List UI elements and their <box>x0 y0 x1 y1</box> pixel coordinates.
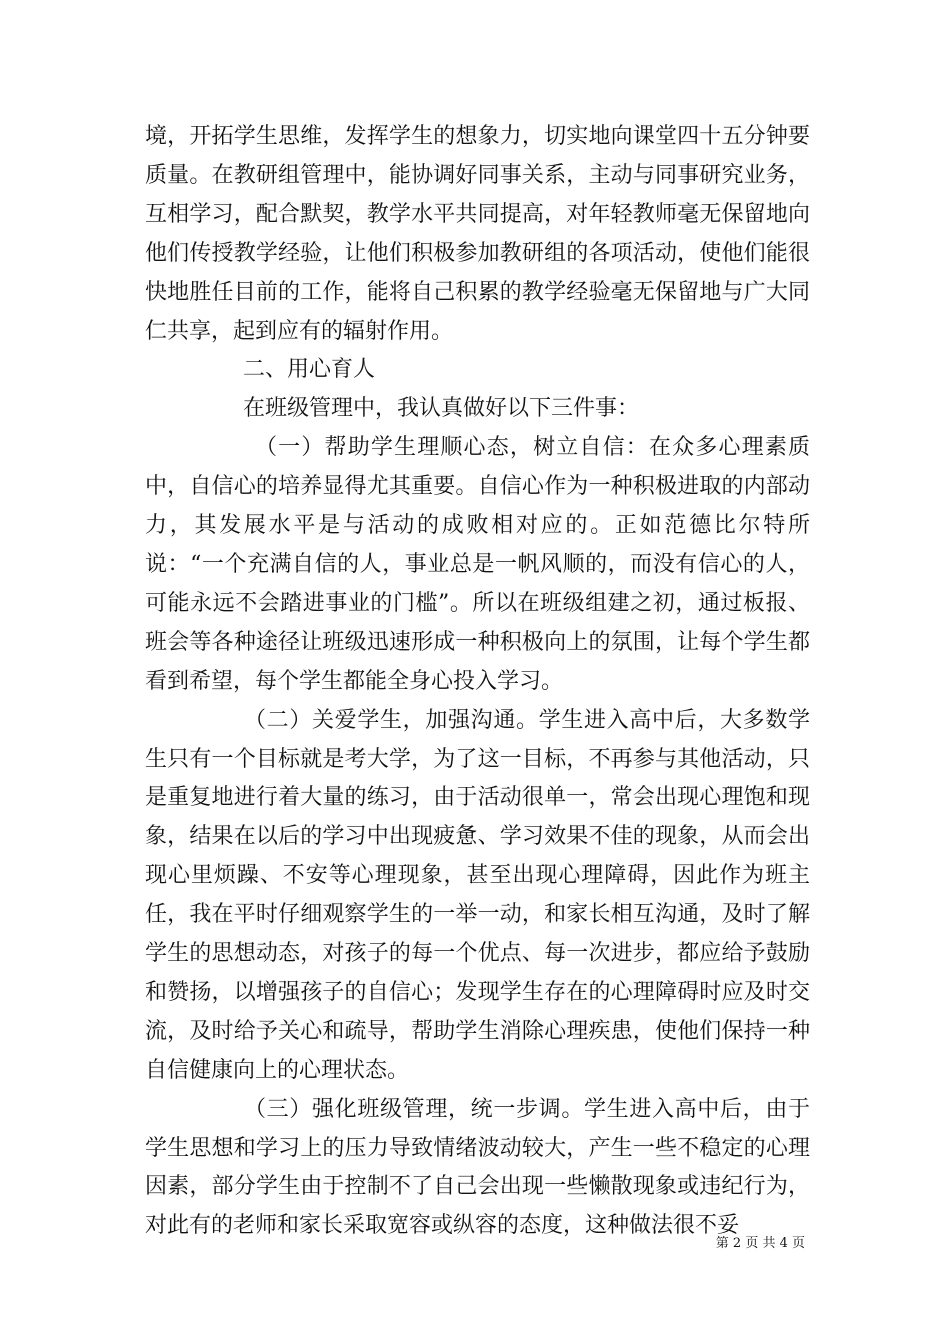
page-number-footer: 第 2 页 共 4 页 <box>715 1236 805 1251</box>
paragraph-intro: 在班级管理中，我认真做好以下三件事： <box>243 396 640 422</box>
paragraph-item-1: （一）帮助学生理顺心态，树立自信：在众多心理素质中，自信心的培养显得尤其重要。自信心作为一种积极进取的内部动力，其发展水平是与活动的成败相对应的。正如范德比尔特所说：“一个充满自信的人，事业总是一帆风顺的，而没有信心的人，可能永远不会踏进事业的门槛”。所以在班级组建之初，通过板报、班会等各种途径让班级迅速形成一种积极向上的氛围，让每个学生都看到希望，每个学生都能全身心投入学习。 <box>145 435 810 694</box>
section-heading: 二、用心育人 <box>243 357 376 383</box>
paragraph-item-2: （二）关爱学生，加强沟通。学生进入高中后，大多数学生只有一个目标就是考大学，为了这一目标，不再参与其他活动，只是重复地进行着大量的练习，由于活动很单一，常会出现心理饱和现象，结果在以后的学习中出现疲惫、学习效果不佳的现象，从而会出现心里烦躁、不安等心理现象，甚至出现心理障碍，因此作为班主任，我在平时仔细观察学生的一举一动，和家长相互沟通，及时了解学生的思想动态，对孩子的每一个优点、每一次进步，都应给予鼓励和赞扬，以增强孩子的自信心；发现学生存在的心理障碍时应及时交流，及时给予关心和疏导，帮助学生消除心理疾患，使他们保持一种自信健康向上的心理状态。 <box>145 707 810 1083</box>
document-body <box>145 118 810 1246</box>
paragraph-continuation: 境，开拓学生思维，发挥学生的想象力，切实地向课堂四十五分钟要质量。在教研组管理中，能协调好同事关系，主动与同事研究业务，互相学习，配合默契，教学水平共同提高，对年轻教师毫无保留地向他们传授教学经验，让他们积极参加教研组的各项活动，使他们能很快地胜任目前的工作，能将自己积累的教学经验毫无保留地与广大同仁共享，起到应有的辐射作用。 <box>145 124 810 344</box>
paragraph-item-3: （三）强化班级管理，统一步调。学生进入高中后，由于学生思想和学习上的压力导致情绪波动较大，产生一些不稳定的心理因素，部分学生由于控制不了自己会出现一些懒散现象或违纪行为，对此有的老师和家长采取宽容或纵容的态度，这种做法很不妥 <box>145 1096 810 1239</box>
